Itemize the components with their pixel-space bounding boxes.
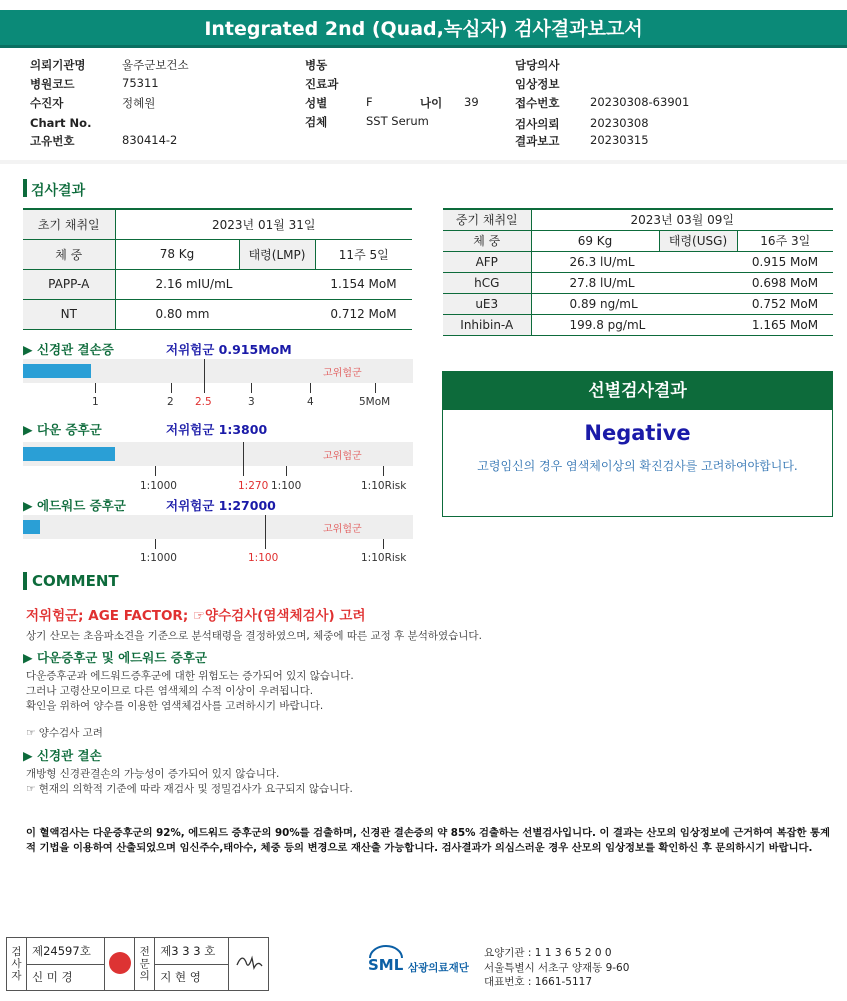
- first-weight: 78 Kg: [115, 239, 239, 269]
- ntd-tick: [171, 383, 172, 393]
- specimen-value: SST Serum: [366, 114, 429, 128]
- down-tick-label: 1:10Risk: [361, 480, 407, 492]
- second-weight-label: 체 중: [443, 230, 531, 251]
- ntd-risk-fill: [23, 364, 91, 378]
- first-ga: 11주 5일: [315, 239, 412, 269]
- afp-mom: 0.915 MoM: [737, 251, 833, 272]
- sex-label: 성별: [305, 96, 328, 110]
- down-cutoff-label: 1:270: [238, 480, 269, 492]
- care-number: 요양기관 : 1 1 3 6 5 2 0 0: [484, 947, 612, 959]
- patient-label: 수진자: [30, 96, 64, 110]
- request-value: 20230308: [590, 116, 649, 130]
- ue3-value: 0.89 ng/mL: [531, 293, 737, 314]
- divider: [0, 160, 847, 164]
- comment-headline: 저위험군; AGE FACTOR; ☞양수검사(염색체검사) 고려: [26, 608, 366, 624]
- tester-label: 검사자: [7, 938, 27, 991]
- signature-table: [6, 937, 269, 991]
- age-value: 39: [464, 95, 479, 109]
- first-weight-label: 체 중: [23, 239, 115, 269]
- age-label: 나이: [420, 96, 443, 110]
- hospital-label: 의뢰기관명: [30, 58, 86, 72]
- inhibin-a-label: Inhibin-A: [443, 314, 531, 335]
- inhibin-a-value: 199.8 pg/mL: [531, 314, 737, 335]
- edwards-tick-label: 1:10Risk: [361, 552, 407, 564]
- papp-a-label: PAPP-A: [23, 269, 115, 299]
- comment-line: 다운증후군과 에드워드증후군에 대한 위험도는 증가되어 있지 않습니다.: [26, 670, 354, 682]
- screening-result: Negative: [584, 421, 691, 445]
- ntd-tick-label: 1: [92, 396, 99, 408]
- first-collection-label: 초기 채취일: [23, 209, 115, 239]
- ntd-risk-label: ▶ 신경관 결손증: [23, 342, 114, 357]
- hcg-label: hCG: [443, 272, 531, 293]
- second-weight: 69 Kg: [531, 230, 659, 251]
- ntd-tick: [310, 383, 311, 393]
- edwards-cutoff-tick: [265, 515, 266, 549]
- specimen-label: 검체: [305, 115, 328, 129]
- screening-result-box: [442, 371, 833, 517]
- nt-label: NT: [23, 299, 115, 329]
- chart-label: Chart No.: [30, 116, 92, 130]
- patient-value: 정혜원: [122, 96, 156, 110]
- comment-line: 개방형 신경관결손의 가능성이 증가되어 있지 않습니다.: [26, 768, 280, 780]
- comment-subtitle: ▶ 신경관 결손: [23, 748, 102, 763]
- tester-seal: [105, 938, 135, 991]
- request-label: 검사의뢰: [515, 117, 560, 131]
- report-label: 결과보고: [515, 134, 560, 148]
- screening-title: 선별검사결과: [443, 372, 832, 410]
- section-marker: [23, 179, 27, 197]
- org-phone: 대표번호 : 1661-5117: [484, 976, 593, 988]
- papp-a-mom: 1.154 MoM: [315, 269, 412, 299]
- doctor-signature: [229, 938, 269, 991]
- comment-marker: [23, 572, 27, 590]
- second-collection-label: 중기 채취일: [443, 209, 531, 230]
- edwards-tick: [155, 539, 156, 549]
- afp-label: AFP: [443, 251, 531, 272]
- down-cutoff-tick: [243, 442, 244, 476]
- tester-number: 제24597호: [27, 938, 105, 965]
- afp-value: 26.3 lU/mL: [531, 251, 737, 272]
- comment-title: COMMENT: [32, 572, 119, 590]
- doctor-label: 전문의: [135, 938, 155, 991]
- comment-line: 상기 산모는 초음파소견을 기준으로 분석태령을 결정하였으며, 체중에 따른 교정 후 분석하였습니다.: [26, 630, 482, 642]
- signature-icon: [234, 950, 264, 974]
- hospital-code-value: 75311: [122, 76, 159, 90]
- first-ga-label: 태령(LMP): [239, 239, 315, 269]
- ntd-tick-label: 3: [248, 396, 255, 408]
- nt-value: 0.80 mm: [115, 299, 315, 329]
- down-tick: [155, 466, 156, 476]
- ward-label: 병동: [305, 58, 328, 72]
- clinical-label: 임상정보: [515, 77, 560, 91]
- second-trimester-table: [443, 208, 833, 336]
- first-collection-date: 2023년 01월 31일: [115, 209, 412, 239]
- down-risk-label: ▶ 다운 증후군: [23, 422, 102, 437]
- comment-subtitle: ▶ 다운증후군 및 에드워드 증후군: [23, 650, 207, 665]
- nt-mom: 0.712 MoM: [315, 299, 412, 329]
- second-ga-label: 태령(USG): [659, 230, 737, 251]
- screening-note: 고령임신의 경우 염색체이상의 확진검사를 고려하여야합니다.: [477, 459, 798, 473]
- ntd-cutoff-tick: [204, 359, 205, 393]
- ntd-tick: [95, 383, 96, 393]
- sml-logo: [366, 944, 406, 980]
- disclaimer: 이 혈액검사는 다운증후군의 92%, 에드워드 증후군의 90%를 검출하며, 신경관 결손증의 약 85% 검출하는 선별검사입니다. 이 결과는 산모의 임상정보에 근거하여 복잡한 통계적 기법을 이용하여 산출되었으며 임신주수,태아수, 체중 등의 변경으로 재산출 가능합니다. 검사결과가 의심스러운 경우 산모의 임상정보를 확인하신 후 문의하시기 바랍니다.: [26, 827, 830, 854]
- comment-line: 확인을 위하여 양수를 이용한 염색체검사를 고려하시기 바랍니다.: [26, 700, 324, 712]
- ue3-label: uE3: [443, 293, 531, 314]
- ntd-tick-label: 5MoM: [359, 396, 391, 408]
- hcg-mom: 0.698 MoM: [737, 272, 833, 293]
- patient-header: [30, 57, 830, 152]
- org-name: 삼광의료재단: [408, 962, 469, 974]
- edwards-high-risk-label: 고위험군: [323, 524, 362, 535]
- hcg-value: 27.8 lU/mL: [531, 272, 737, 293]
- hospital-code-label: 병원코드: [30, 77, 75, 91]
- comment-line: ☞ 현재의 의학적 기준에 따라 재검사 및 정밀검사가 요구되지 않습니다.: [26, 783, 353, 795]
- down-tick: [286, 466, 287, 476]
- results-section-title: 검사결과: [31, 183, 86, 199]
- ntd-tick-label: 4: [307, 396, 314, 408]
- unique-label: 고유번호: [30, 134, 75, 148]
- first-trimester-table: [23, 208, 412, 330]
- down-risk-result: 저위험군 1:3800: [166, 422, 268, 437]
- ntd-risk-result: 저위험군 0.915MoM: [166, 342, 292, 357]
- down-tick: [383, 466, 384, 476]
- second-collection-date: 2023년 03월 09일: [531, 209, 833, 230]
- edwards-tick-label: 1:1000: [140, 552, 177, 564]
- edwards-tick: [383, 539, 384, 549]
- hospital-value: 울주군보건소: [122, 58, 189, 72]
- report-title: Integrated 2nd (Quad,녹십자) 검사결과보고서: [0, 10, 847, 48]
- ntd-tick: [251, 383, 252, 393]
- down-high-risk-label: 고위험군: [323, 451, 362, 462]
- second-ga: 16주 3일: [737, 230, 833, 251]
- inhibin-a-mom: 1.165 MoM: [737, 314, 833, 335]
- org-address: 서울특별시 서초구 양재동 9-60: [484, 962, 630, 974]
- doctor-number: 제3 3 3 호: [155, 938, 229, 965]
- logo-text: SML: [368, 956, 404, 974]
- ntd-tick-label: 2: [167, 396, 174, 408]
- amnio-note: ☞ 양수검사 고려: [26, 727, 103, 739]
- comment-line: 그러나 고령산모이므로 다른 염색체의 수적 이상이 우려됩니다.: [26, 685, 314, 697]
- down-risk-fill: [23, 447, 115, 461]
- dept-label: 진료과: [305, 77, 339, 91]
- receipt-label: 접수번호: [515, 96, 560, 110]
- doctor-label: 담당의사: [515, 58, 560, 72]
- doctor-name: 지 현 영: [155, 964, 229, 991]
- tester-seal-icon: [109, 952, 131, 974]
- ue3-mom: 0.752 MoM: [737, 293, 833, 314]
- papp-a-value: 2.16 mIU/mL: [115, 269, 315, 299]
- edwards-risk-label: ▶ 에드워드 증후군: [23, 498, 126, 513]
- edwards-risk-result: 저위험군 1:27000: [166, 498, 276, 513]
- ntd-cutoff-label: 2.5: [195, 396, 212, 408]
- down-tick-label: 1:1000: [140, 480, 177, 492]
- unique-value: 830414-2: [122, 133, 178, 147]
- ntd-tick: [375, 383, 376, 393]
- down-tick-label: 1:100: [271, 480, 302, 492]
- ntd-high-risk-label: 고위험군: [323, 368, 362, 379]
- sex-value: F: [366, 95, 373, 109]
- receipt-value: 20230308-63901: [590, 95, 690, 109]
- report-value: 20230315: [590, 133, 649, 147]
- edwards-risk-fill: [23, 520, 40, 534]
- edwards-cutoff-label: 1:100: [248, 552, 279, 564]
- tester-name: 신 미 경: [27, 964, 105, 991]
